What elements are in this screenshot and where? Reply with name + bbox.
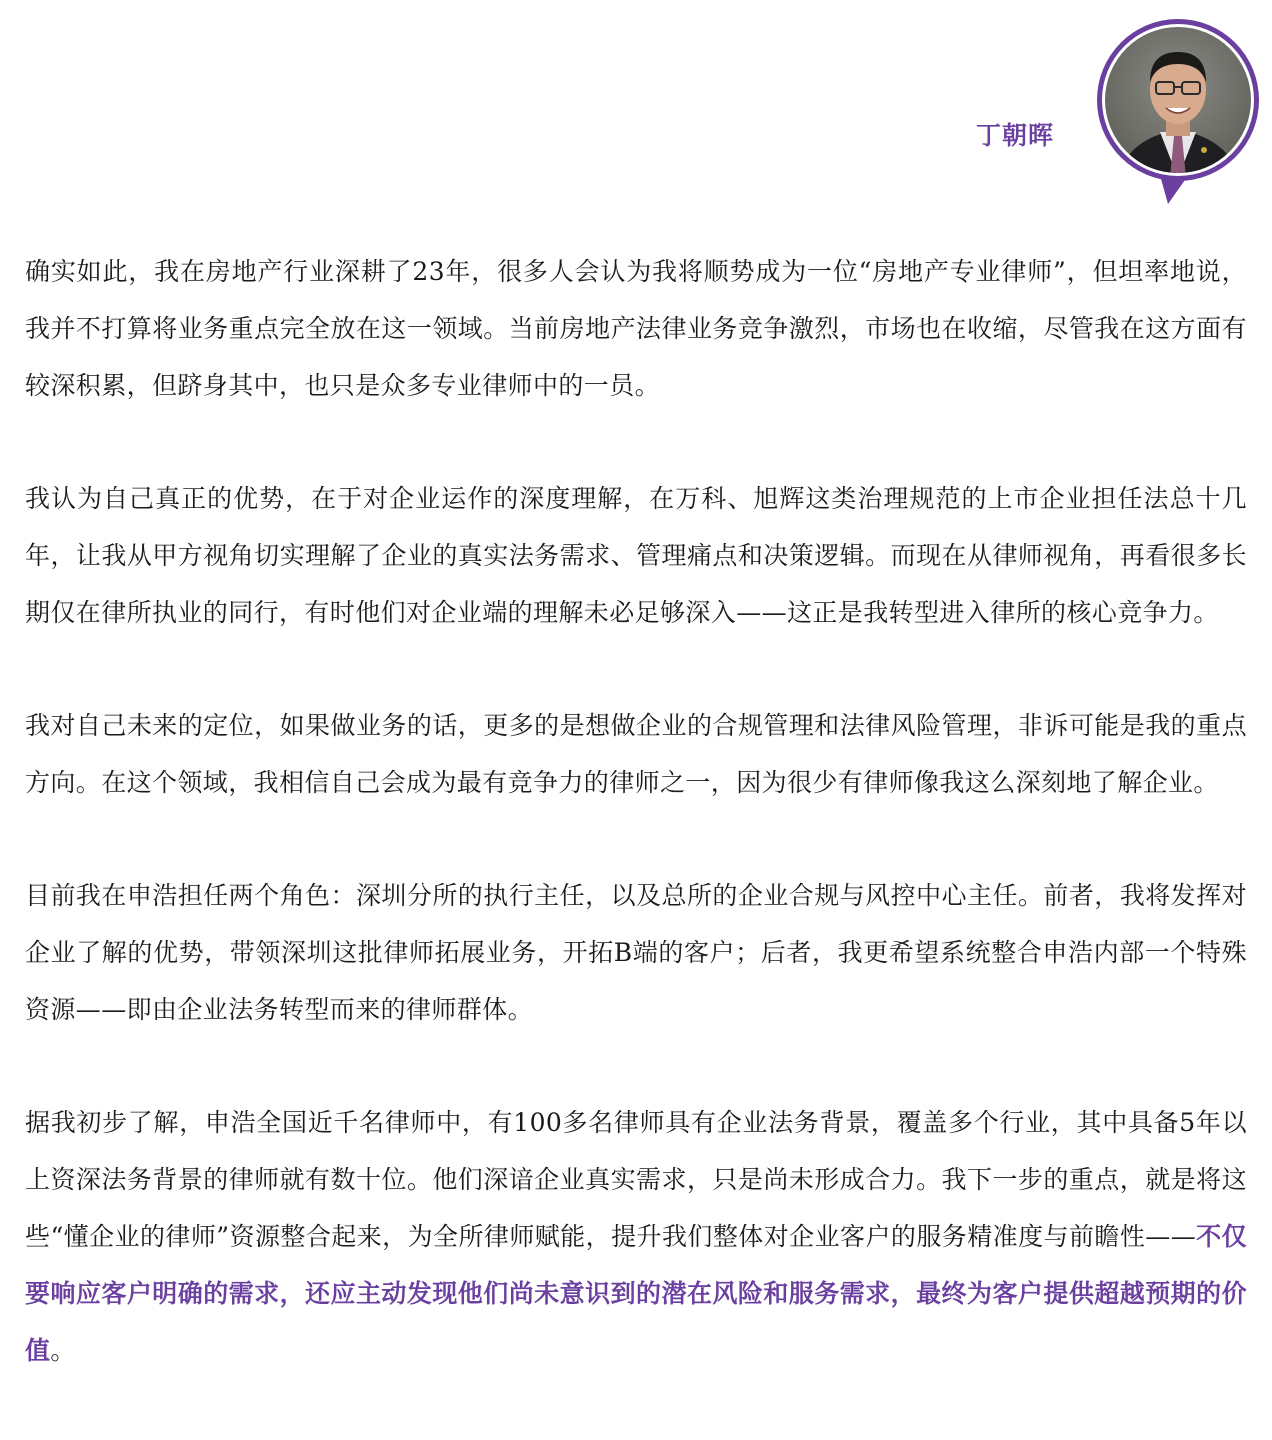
paragraph-5 [25,1094,1247,1379]
paragraph-5-ending: 。 [50,1336,76,1365]
paragraph-4: 目前我在申浩担任两个角色：深圳分所的执行主任，以及总所的企业合规与风控中心主任。前者，我将发挥对企业了解的优势，带领深圳这批律师拓展业务，开拓B端的客户；后者，我更希望系统整合申浩内部一个特殊资源——即由企业法务转型而来的律师群体。 [25,881,1247,1024]
paragraph-5-text: 据我初步了解，申浩全国近千名律师中，有100多名律师具有企业法务背景，覆盖多个行业，其中具备5年以上资深法务背景的律师就有数十位。他们深谙企业真实需求，只是尚未形成合力。我下一步的重点，就是将这些“懂企业的律师”资源整合起来，为全所律师赋能，提升我们整体对企业客户的服务精准度与前瞻性—— [25,1108,1247,1251]
highlighted-statement: 不仅要响应客户明确的需求，还应主动发现他们尚未意识到的潜在风险和服务需求，最终为客户提供超越预期的价值 [25,1222,1247,1365]
paragraph-3: 我对自己未来的定位，如果做业务的话，更多的是想做企业的合规管理和法律风险管理，非诉可能是我的重点方向。在这个领域，我相信自己会成为最有竞争力的律师之一，因为很少有律师像我这么深刻地了解企业。 [25,711,1247,797]
speaker-header [0,0,1272,215]
paragraph-1: 确实如此，我在房地产行业深耕了23年，很多人会认为我将顺势成为一位“房地产专业律师”，但坦率地说，我并不打算将业务重点完全放在这一领域。当前房地产法律业务竞争激烈，市场也在收缩，尽管我在这方面有较深积累，但跻身其中，也只是众多专业律师中的一员。 [25,257,1247,400]
article-body [25,243,1247,1435]
portrait-photo-icon [1094,18,1262,206]
speaker-name: 丁朝晖 [975,121,1054,150]
paragraph-2: 我认为自己真正的优势，在于对企业运作的深度理解，在万科、旭辉这类治理规范的上市企业担任法总十几年，让我从甲方视角切实理解了企业的真实法务需求、管理痛点和决策逻辑。而现在从律师视角，再看很多长期仅在律所执业的同行，有时他们对企业端的理解未必足够深入——这正是我转型进入律所的核心竞争力。 [25,484,1247,627]
